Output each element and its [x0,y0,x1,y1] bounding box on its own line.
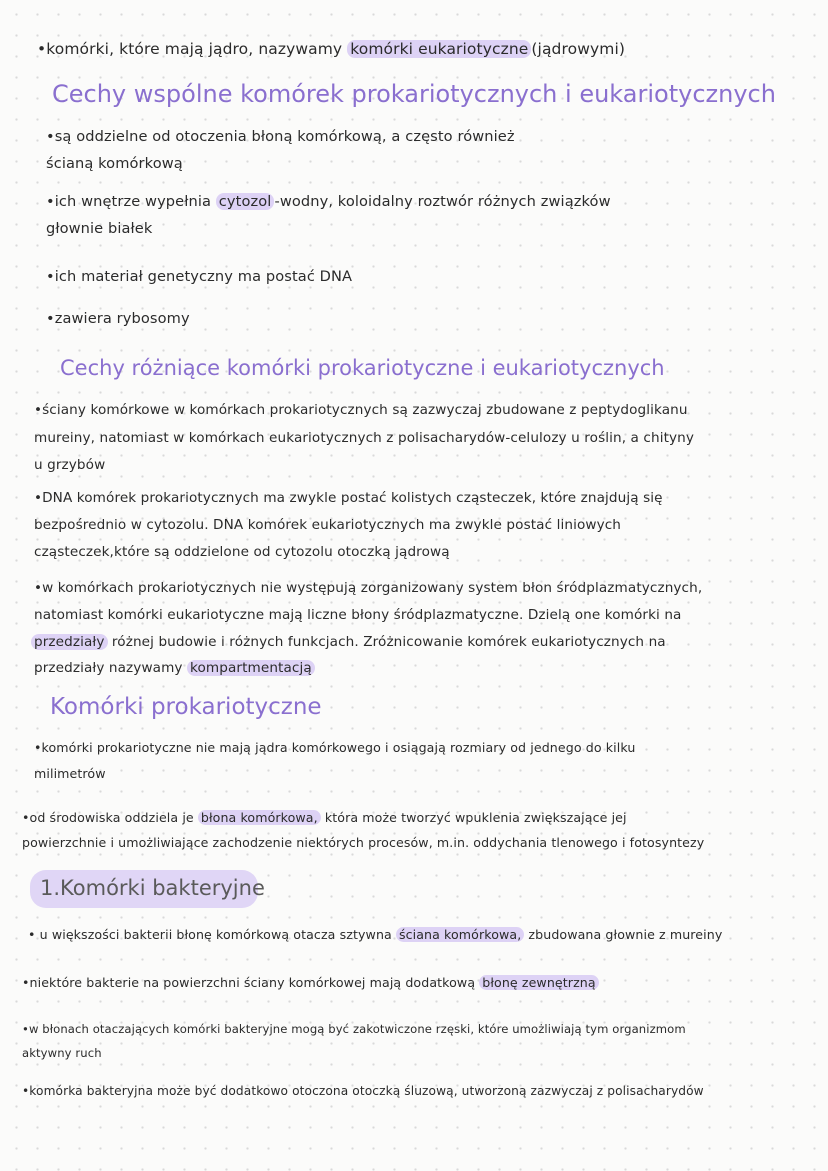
common-bullet-1-line-2: ścianą komórkową [46,155,183,172]
common-bullet-2-suffix: -wodny, koloidalny roztwór różnych związków [274,193,611,210]
bact-bullet-3-line-2: aktywny ruch [22,1046,102,1060]
diff-bullet-1-line-1: •ściany komórkowe w komórkach prokariotycznych są zazwyczaj zbudowane z peptydoglikanu [34,402,688,418]
diff-bullet-3-line-3-text: różnej budowie i różnych funkcjach. Zróżnicowanie komórek eukariotycznych na [107,634,666,650]
prok-bullet-2-line-2: powierzchnie i umożliwiające zachodzenie niektórych procesów, m.in. oddychania tlenowego i fotosyntezy [22,835,705,850]
bact-bullet-3-line-1: •w błonach otaczających komórki bakteryjne mogą być zakotwiczone rzęski, które umożliwiają tym organizmom [22,1022,686,1036]
diff-bullet-2-line-1: •DNA komórek prokariotycznych ma zwykle postać kolistych cząsteczek, które znajdują się [34,490,663,506]
common-bullet-4: •zawiera rybosomy [46,310,190,327]
common-bullet-2-line-2: głownie białek [46,220,153,237]
prok-bullet-1-line-2: milimetrów [34,766,106,781]
bact-bullet-1-text: • u większości bakterii błonę komórkową otacza sztywna [28,927,396,942]
bact-bullet-1 [28,927,722,942]
bact-bullet-1-suffix: zbudowana głownie z mureiny [524,927,723,942]
intro-text: •komórki, które mają jądro, nazywamy [37,40,348,58]
highlight-przedzialy: przedziały [31,634,108,650]
diff-bullet-1-line-2: mureiny, natomiast w komórkach eukariotycznych z polisacharydów-celulozy u roślin, a chityny [34,430,695,446]
intro-line [37,40,625,58]
highlight-blona-komorkowa: błona komórkowa, [198,810,321,825]
highlight-komorki-eukariotyczne: komórki eukariotyczne [347,40,531,58]
common-bullet-3: •ich materiał genetyczny ma postać DNA [46,268,353,285]
diff-bullet-2-line-3: cząsteczek,które są oddzielone od cytozolu otoczką jądrową [34,544,450,560]
prok-bullet-2-line-1 [22,810,627,825]
highlight-kompartmentacja: kompartmentacją [187,660,315,676]
common-bullet-2-line-1 [46,193,611,210]
diff-bullet-3-line-1: •w komórkach prokariotycznych nie występują zorganizowany system błon śródplazmatycznych, [34,580,703,596]
heading-komorki-bakteryjne: 1.Komórki bakteryjne [40,876,265,900]
diff-bullet-3-line-3 [31,634,666,650]
highlight-cytozol: cytozol [216,193,275,210]
highlight-sciana-komorkowa: ściana komórkowa, [396,927,524,942]
bact-bullet-2 [22,975,599,990]
bact-bullet-4: •komórka bakteryjna może być dodatkowo otoczona otoczką śluzową, utworzoną zazwyczaj z polisacharydów [22,1084,704,1098]
heading-cechy-wspolne: Cechy wspólne komórek prokariotycznych i eukariotycznych [52,80,776,108]
common-bullet-1-line-1: •są oddzielne od otoczenia błoną komórkową, a często również [46,128,515,145]
heading-komorki-prokariotyczne: Komórki prokariotyczne [50,694,322,720]
intro-suffix: (jądrowymi) [531,40,625,58]
prok-bullet-2-text: •od środowiska oddziela je [22,810,198,825]
highlight-blone-zewnetrzna: błonę zewnętrzną [479,975,598,990]
bact-bullet-2-text: •niektóre bakterie na powierzchni ściany komórkowej mają dodatkową [22,975,480,990]
common-bullet-2-text: •ich wnętrze wypełnia [46,193,216,210]
diff-bullet-3-line-4-text: przedziały nazywamy [34,660,187,676]
diff-bullet-3-line-4 [34,660,315,676]
prok-bullet-2-suffix: która może tworzyć wpuklenia zwiększające jej [320,810,627,825]
diff-bullet-1-line-3: u grzybów [34,457,106,473]
heading-cechy-rozniace: Cechy różniące komórki prokariotyczne i eukariotycznych [60,356,665,380]
prok-bullet-1-line-1: •komórki prokariotyczne nie mają jądra komórkowego i osiągają rozmiary od jednego do kilku [34,740,636,755]
diff-bullet-3-line-2: natomiast komórki eukariotyczne mają liczne błony śródplazmatyczne. Dzielą one komórki na [34,607,682,623]
diff-bullet-2-line-2: bezpośrednio w cytozolu. DNA komórek eukariotycznych ma zwykle postać liniowych [34,517,622,533]
